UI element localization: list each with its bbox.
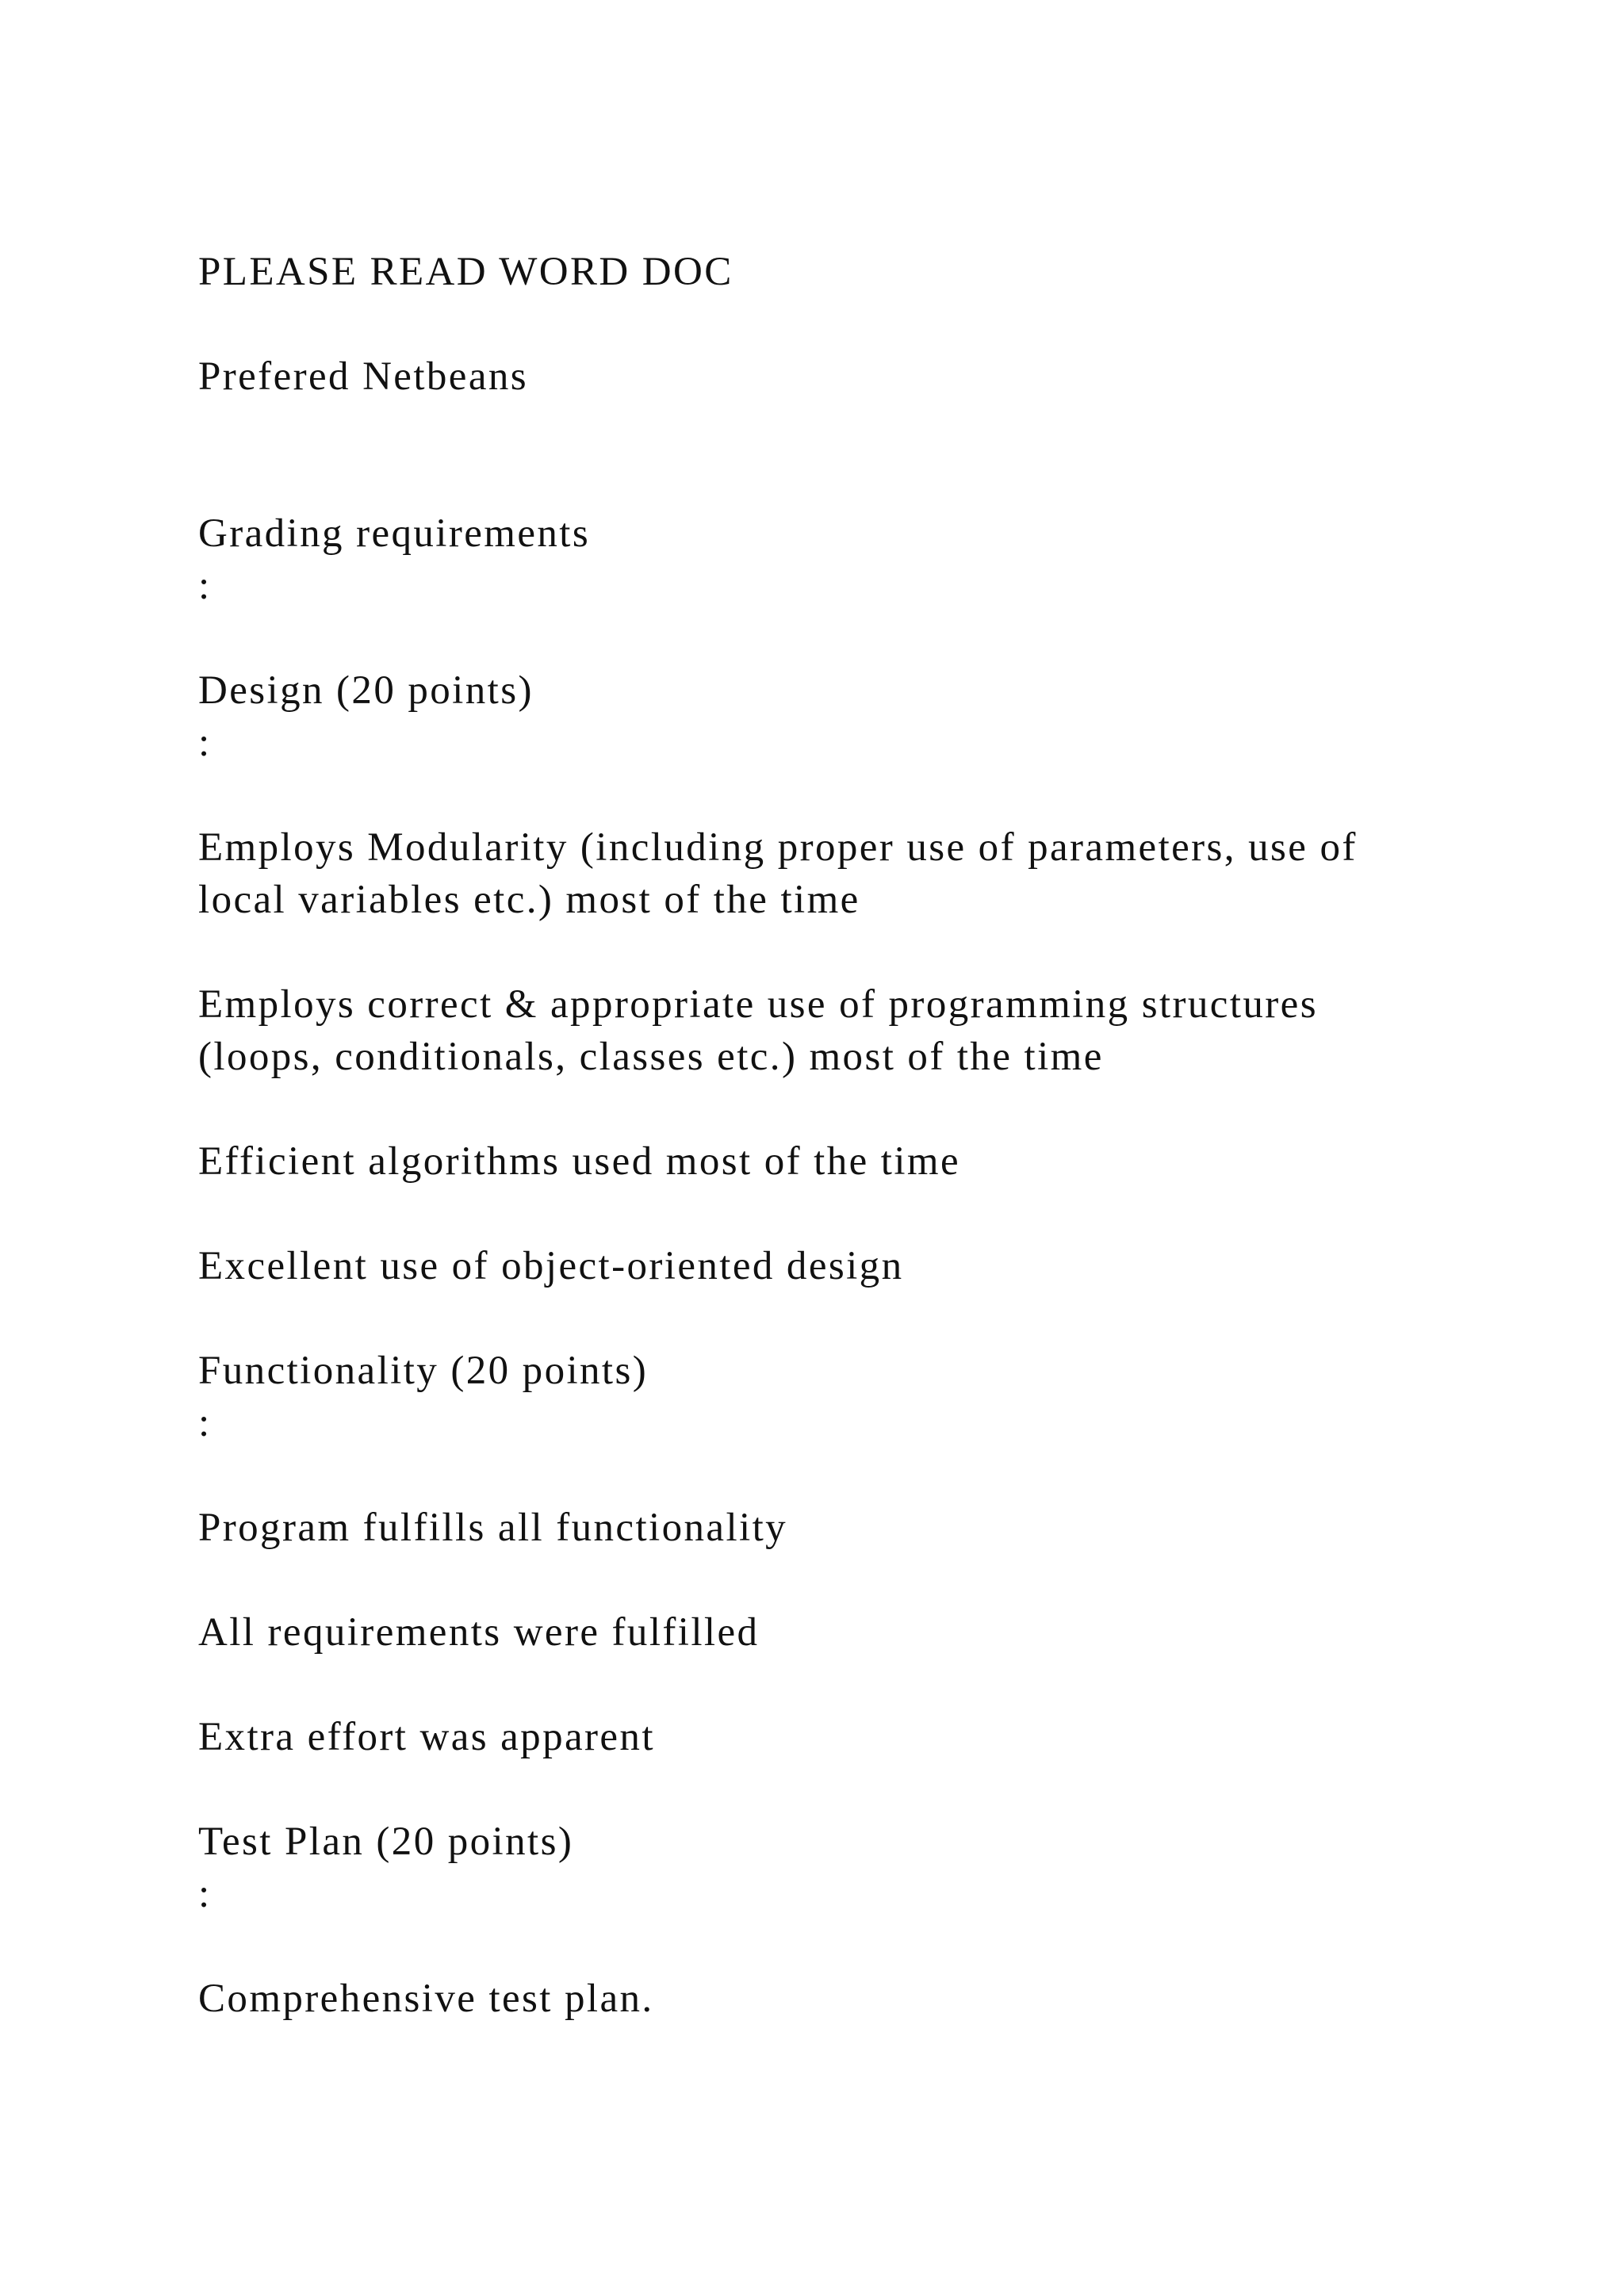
functionality-heading [198,1345,1467,1449]
structures-line-2: (loops, conditionals, classes etc.) most of the time [198,1035,1104,1079]
fulfills-text: Program fulfills all functionality [198,1506,788,1550]
design-heading [198,664,1467,769]
test-plan-heading [198,1816,1467,1920]
modularity-criterion [198,821,1467,926]
grading-requirements-colon: : [198,564,212,608]
structures-criterion [198,978,1467,1083]
document-body [198,246,1467,2077]
structures-line-1: Employs correct & appropriate use of programming structures [198,982,1318,1027]
requirements-text: All requirements were fulfilled [198,1610,760,1655]
preferred-ide-text: Prefered Netbeans [198,354,529,399]
grading-requirements-text: Grading requirements [198,511,591,556]
requirements-criterion [198,1606,1467,1659]
test-plan-heading-text: Test Plan (20 points) [198,1820,574,1864]
modularity-line-1: Employs Modularity (including proper use of parameters, use of [198,825,1358,870]
document-title: PLEASE READ WORD DOC [198,250,733,294]
comprehensive-text: Comprehensive test plan. [198,1976,654,2021]
oo-design-text: Excellent use of object-oriented design [198,1244,904,1288]
preferred-ide-paragraph [198,350,1467,403]
functionality-heading-text: Functionality (20 points) [198,1349,649,1393]
design-heading-text: Design (20 points) [198,668,534,713]
oo-design-criterion [198,1240,1467,1292]
algorithms-criterion [198,1135,1467,1188]
test-plan-heading-colon: : [198,1872,212,1916]
functionality-heading-colon: : [198,1401,212,1445]
extra-effort-text: Extra effort was apparent [198,1715,655,1759]
comprehensive-criterion [198,1973,1467,2025]
design-heading-colon: : [198,721,212,765]
grading-requirements-heading [198,507,1467,612]
extra-effort-criterion [198,1711,1467,1763]
algorithms-text: Efficient algorithms used most of the time [198,1139,961,1184]
modularity-line-2: local variables etc.) most of the time [198,878,860,922]
fulfills-criterion [198,1502,1467,1554]
title-paragraph [198,246,1467,298]
